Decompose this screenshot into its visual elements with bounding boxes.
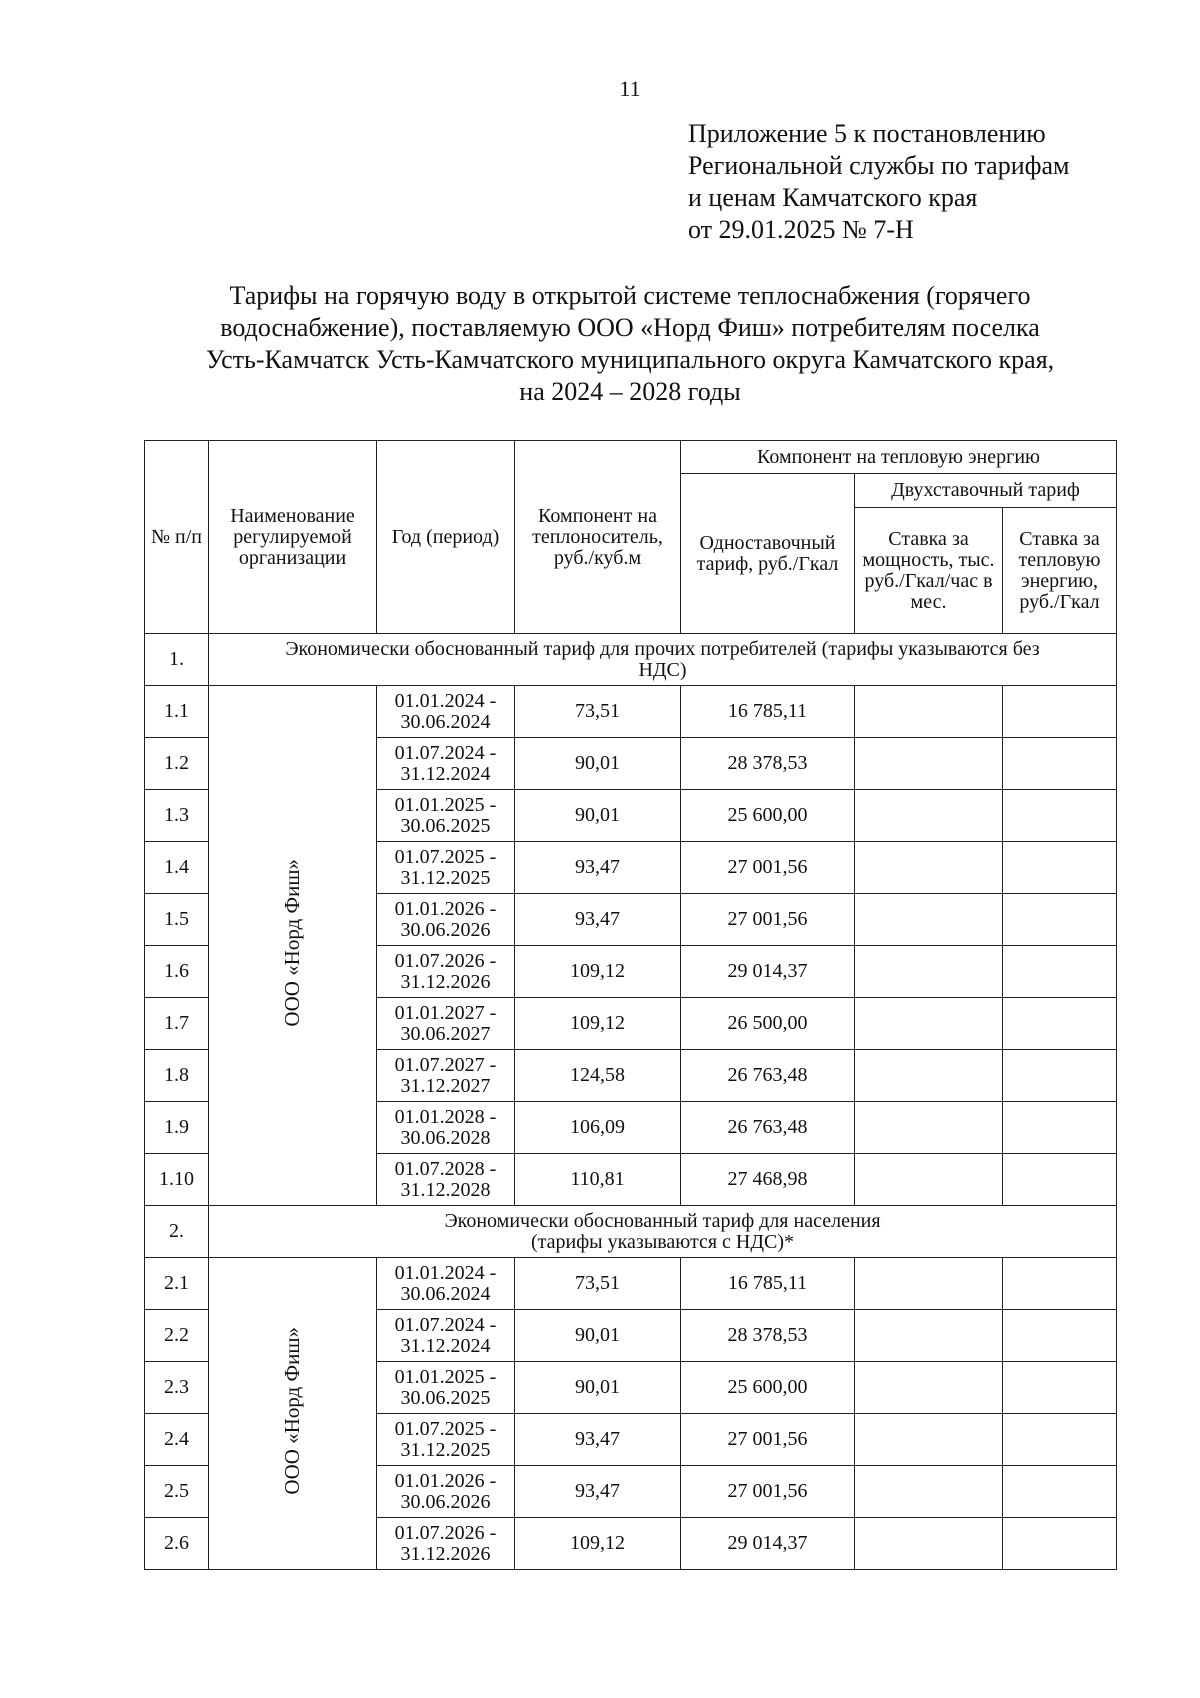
row-number: 1.2 xyxy=(145,738,209,790)
capacity-rate-value xyxy=(855,686,1003,738)
table-row xyxy=(145,1258,1117,1310)
period-cell xyxy=(377,1258,515,1310)
capacity-rate-value xyxy=(855,1362,1003,1414)
title-line: на 2024 – 2028 годы xyxy=(519,377,741,406)
period-to: 31.12.2024 xyxy=(400,1334,491,1357)
section-number: 1. xyxy=(145,634,209,686)
period-from: 01.01.2025 - xyxy=(394,1365,497,1388)
row-number: 1.9 xyxy=(145,1102,209,1154)
header-carrier-component: Компонент на теплоноситель, руб./куб.м xyxy=(515,441,681,634)
document-title xyxy=(140,280,1120,408)
period-cell xyxy=(377,1362,515,1414)
single-rate-value: 27 001,56 xyxy=(681,894,855,946)
carrier-value: 124,58 xyxy=(515,1050,681,1102)
capacity-rate-value xyxy=(855,1414,1003,1466)
row-number: 2.5 xyxy=(145,1466,209,1518)
period-from: 01.07.2028 - xyxy=(394,1157,497,1180)
energy-rate-value xyxy=(1003,1414,1117,1466)
section-row xyxy=(145,634,1117,686)
period-cell xyxy=(377,1310,515,1362)
section-title-line: Экономически обоснованный тариф для прочих потребителей (тарифы указываются без xyxy=(285,637,1040,660)
carrier-value: 110,81 xyxy=(515,1154,681,1206)
energy-rate-value xyxy=(1003,686,1117,738)
period-from: 01.07.2025 - xyxy=(394,845,497,868)
period-to: 31.12.2028 xyxy=(400,1178,491,1201)
capacity-rate-value xyxy=(855,1466,1003,1518)
single-rate-value: 28 378,53 xyxy=(681,1310,855,1362)
single-rate-value: 16 785,11 xyxy=(681,1258,855,1310)
period-from: 01.07.2026 - xyxy=(394,1521,497,1544)
period-to: 30.06.2026 xyxy=(400,1490,491,1513)
appendix-line: и ценам Камчатского края xyxy=(688,183,978,212)
period-from: 01.01.2027 - xyxy=(394,1001,497,1024)
carrier-value: 73,51 xyxy=(515,686,681,738)
carrier-value: 90,01 xyxy=(515,1310,681,1362)
carrier-value: 73,51 xyxy=(515,1258,681,1310)
single-rate-value: 25 600,00 xyxy=(681,1362,855,1414)
period-from: 01.07.2027 - xyxy=(394,1053,497,1076)
single-rate-value: 26 500,00 xyxy=(681,998,855,1050)
period-to: 31.12.2026 xyxy=(400,970,491,993)
capacity-rate-value xyxy=(855,998,1003,1050)
period-cell xyxy=(377,790,515,842)
organization-name: ООО «Норд Фиш» xyxy=(280,859,304,1027)
energy-rate-value xyxy=(1003,1310,1117,1362)
title-line: Тарифы на горячую воду в открытой системе теплоснабжения (горячего xyxy=(229,281,1031,310)
period-to: 30.06.2026 xyxy=(400,918,491,941)
header-organization: Наименование регулируемой организации xyxy=(209,441,377,634)
period-cell xyxy=(377,1518,515,1570)
organization-cell xyxy=(209,1258,377,1570)
period-to: 30.06.2027 xyxy=(400,1022,491,1045)
header-heat-component: Компонент на тепловую энергию xyxy=(681,441,1117,474)
row-number: 1.7 xyxy=(145,998,209,1050)
section-row xyxy=(145,1206,1117,1258)
energy-rate-value xyxy=(1003,738,1117,790)
single-rate-value: 25 600,00 xyxy=(681,790,855,842)
appendix-line: от 29.01.2025 № 7-Н xyxy=(688,215,914,244)
title-line: Усть-Камчатск Усть-Камчатского муниципального округа Камчатского края, xyxy=(205,345,1055,374)
row-number: 1.5 xyxy=(145,894,209,946)
appendix-line: Региональной службы по тарифам xyxy=(688,151,1070,180)
carrier-value: 90,01 xyxy=(515,738,681,790)
energy-rate-value xyxy=(1003,1258,1117,1310)
row-number: 1.3 xyxy=(145,790,209,842)
header-two-rate: Двухставочный тариф xyxy=(855,474,1117,508)
carrier-value: 93,47 xyxy=(515,1414,681,1466)
capacity-rate-value xyxy=(855,1102,1003,1154)
period-to: 31.12.2024 xyxy=(400,762,491,785)
organization-cell xyxy=(209,686,377,1206)
period-to: 31.12.2027 xyxy=(400,1074,491,1097)
energy-rate-value xyxy=(1003,1154,1117,1206)
period-from: 01.07.2024 - xyxy=(394,741,497,764)
capacity-rate-value xyxy=(855,1154,1003,1206)
row-number: 2.2 xyxy=(145,1310,209,1362)
section-title xyxy=(209,1206,1117,1258)
row-number: 2.1 xyxy=(145,1258,209,1310)
capacity-rate-value xyxy=(855,790,1003,842)
period-from: 01.01.2026 - xyxy=(394,897,497,920)
tariff-table-body xyxy=(145,634,1117,1570)
table-row xyxy=(145,686,1117,738)
row-number: 1.6 xyxy=(145,946,209,998)
section-title xyxy=(209,634,1117,686)
period-cell xyxy=(377,1154,515,1206)
single-rate-value: 16 785,11 xyxy=(681,686,855,738)
row-number: 1.10 xyxy=(145,1154,209,1206)
tariff-table xyxy=(144,440,1117,1570)
period-cell xyxy=(377,686,515,738)
carrier-value: 109,12 xyxy=(515,998,681,1050)
energy-rate-value xyxy=(1003,998,1117,1050)
header-capacity-rate: Ставка за мощность, тыс. руб./Гкал/час в мес. xyxy=(855,508,1003,634)
energy-rate-value xyxy=(1003,946,1117,998)
carrier-value: 109,12 xyxy=(515,1518,681,1570)
section-number: 2. xyxy=(145,1206,209,1258)
section-title-line: Экономически обоснованный тариф для населения xyxy=(444,1209,881,1232)
carrier-value: 109,12 xyxy=(515,946,681,998)
page-number: 11 xyxy=(619,76,641,101)
period-from: 01.07.2024 - xyxy=(394,1313,497,1336)
period-cell xyxy=(377,1466,515,1518)
carrier-value: 106,09 xyxy=(515,1102,681,1154)
energy-rate-value xyxy=(1003,1362,1117,1414)
appendix-line: Приложение 5 к постановлению xyxy=(688,119,1046,148)
row-number: 1.8 xyxy=(145,1050,209,1102)
period-cell xyxy=(377,1050,515,1102)
carrier-value: 93,47 xyxy=(515,842,681,894)
single-rate-value: 27 001,56 xyxy=(681,1466,855,1518)
period-cell xyxy=(377,842,515,894)
energy-rate-value xyxy=(1003,1050,1117,1102)
capacity-rate-value xyxy=(855,1050,1003,1102)
single-rate-value: 27 001,56 xyxy=(681,842,855,894)
energy-rate-value xyxy=(1003,1102,1117,1154)
single-rate-value: 27 001,56 xyxy=(681,1414,855,1466)
appendix-reference xyxy=(688,118,1168,246)
energy-rate-value xyxy=(1003,1466,1117,1518)
energy-rate-value xyxy=(1003,842,1117,894)
carrier-value: 93,47 xyxy=(515,1466,681,1518)
period-cell xyxy=(377,1414,515,1466)
single-rate-value: 29 014,37 xyxy=(681,946,855,998)
capacity-rate-value xyxy=(855,894,1003,946)
carrier-value: 93,47 xyxy=(515,894,681,946)
title-line: водоснабжение), поставляемую ООО «Норд Фиш» потребителям поселка xyxy=(220,313,1040,342)
period-to: 30.06.2024 xyxy=(400,1282,491,1305)
period-to: 30.06.2025 xyxy=(400,814,491,837)
period-to: 30.06.2025 xyxy=(400,1386,491,1409)
capacity-rate-value xyxy=(855,738,1003,790)
period-cell xyxy=(377,894,515,946)
carrier-value: 90,01 xyxy=(515,1362,681,1414)
header-num: № п/п xyxy=(145,441,209,634)
carrier-value: 90,01 xyxy=(515,790,681,842)
header-single-rate: Одноставочный тариф, руб./Гкал xyxy=(681,474,855,634)
row-number: 1.1 xyxy=(145,686,209,738)
period-cell xyxy=(377,946,515,998)
header-energy-rate: Ставка за тепловую энергию, руб./Гкал xyxy=(1003,508,1117,634)
period-from: 01.01.2026 - xyxy=(394,1469,497,1492)
row-number: 2.3 xyxy=(145,1362,209,1414)
period-cell xyxy=(377,1102,515,1154)
period-from: 01.07.2026 - xyxy=(394,949,497,972)
single-rate-value: 26 763,48 xyxy=(681,1102,855,1154)
organization-name: ООО «Норд Фиш» xyxy=(280,1327,304,1495)
capacity-rate-value xyxy=(855,1310,1003,1362)
period-from: 01.01.2024 - xyxy=(394,689,497,712)
period-to: 30.06.2028 xyxy=(400,1126,491,1149)
period-from: 01.01.2028 - xyxy=(394,1105,497,1128)
capacity-rate-value xyxy=(855,1258,1003,1310)
single-rate-value: 29 014,37 xyxy=(681,1518,855,1570)
period-to: 31.12.2025 xyxy=(400,1438,491,1461)
period-from: 01.01.2025 - xyxy=(394,793,497,816)
period-to: 31.12.2026 xyxy=(400,1542,491,1565)
section-title-line: (тарифы указываются с НДС)* xyxy=(531,1230,795,1253)
row-number: 2.4 xyxy=(145,1414,209,1466)
period-cell xyxy=(377,738,515,790)
energy-rate-value xyxy=(1003,1518,1117,1570)
energy-rate-value xyxy=(1003,894,1117,946)
period-to: 30.06.2024 xyxy=(400,710,491,733)
section-title-line: НДС) xyxy=(638,658,687,681)
single-rate-value: 27 468,98 xyxy=(681,1154,855,1206)
period-cell xyxy=(377,998,515,1050)
period-to: 31.12.2025 xyxy=(400,866,491,889)
energy-rate-value xyxy=(1003,790,1117,842)
period-from: 01.01.2024 - xyxy=(394,1261,497,1284)
period-from: 01.07.2025 - xyxy=(394,1417,497,1440)
capacity-rate-value xyxy=(855,946,1003,998)
header-period: Год (период) xyxy=(377,441,515,634)
single-rate-value: 28 378,53 xyxy=(681,738,855,790)
row-number: 1.4 xyxy=(145,842,209,894)
capacity-rate-value xyxy=(855,842,1003,894)
single-rate-value: 26 763,48 xyxy=(681,1050,855,1102)
capacity-rate-value xyxy=(855,1518,1003,1570)
row-number: 2.6 xyxy=(145,1518,209,1570)
